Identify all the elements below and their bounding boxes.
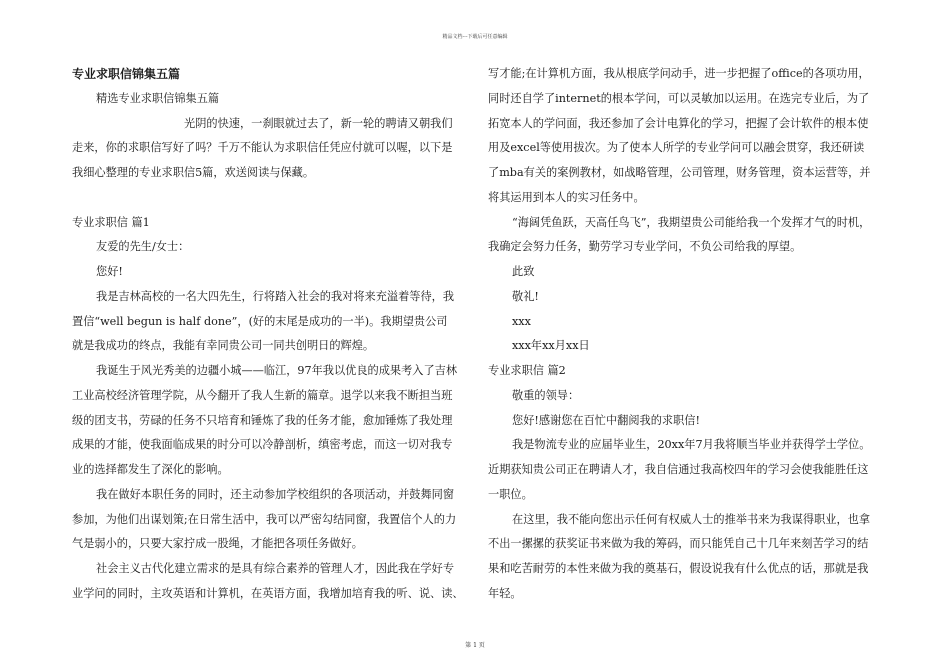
text-line: 置信“well begun is half done”，(好的末尾是成功的一半)。我期望贵公司: [72, 314, 448, 328]
page-header: 精品文档---下载后可任意编辑: [442, 34, 508, 40]
text-line: 我确定会努力任务，勤劳学习专业学问，不负公司给我的厚望。: [488, 240, 802, 254]
text-line: 不出一摞摞的获奖证书来做为我的筹码，而只能凭自己十几年来刻苦学习的结: [488, 537, 869, 551]
text-line: 用及excel等使用拔次。为了使本人所学的专业学问可以融会贯穿，我还研读: [488, 141, 865, 155]
text-line: 友爱的先生/女士：: [96, 240, 190, 254]
text-line: 成果的才能，使我面临成果的时分可以冷静剖析，缜密考虑，而这一切对我专: [72, 438, 453, 452]
text-line: 写才能;在计算机方面，我从根底学问动手，进一步把握了office的各项功用，: [488, 67, 870, 80]
text-line: 参加，为他们出谋划策;在日常生活中，我可以严密勾结同窗，我置信个人的力: [72, 512, 457, 526]
page-number: 第 1 页: [465, 642, 485, 649]
text-line: 同时还自学了internet的根本学问，可以灵敏加以运用。在选完专业后，为了: [488, 91, 870, 105]
text-line: 社会主义古代化建立需求的是具有综合素养的管理人才，因此我在学好专: [96, 562, 455, 575]
text-line: 专业求职信 篇1: [72, 215, 150, 229]
text-line: 在这里，我不能向您出示任何有权威人士的推举书来为我谋得职业，也拿: [512, 512, 871, 526]
text-line: 气是弱小的，只要大家拧成一股绳，才能把各项任务做好。: [72, 537, 363, 551]
text-line: xxx年xx月xx日: [512, 339, 590, 353]
text-line: “海阔凭鱼跃，天高任鸟飞”，我期望贵公司能给我一个发挥才气的时机，: [512, 215, 871, 229]
text-line: 敬礼!: [512, 289, 539, 303]
text-line: 就是我成功的终点，我能有幸同贵公司一同共创明日的辉煌。: [72, 339, 375, 353]
text-line: 了mba有关的案例教材，如战略管理，公司管理，财务管理，资本运营等，并: [488, 166, 871, 179]
text-line: xxx: [512, 314, 531, 328]
text-line: 您好!: [96, 265, 123, 278]
text-line: 我是吉林高校的一名大四先生，行将踏入社会的我对将来充溢着等待，我: [96, 289, 455, 303]
text-line: 业的选择都发生了深化的影响。: [72, 463, 229, 476]
text-line: 年轻。: [488, 586, 522, 600]
text-line: 果和吃苦耐劳的本性来做为我的奠基石，假设说我有什么优点的话，那就是我: [488, 562, 869, 575]
text-line: 拓宽本人的学问面，我还参加了会计电算化的学习，把握了会计软件的根本使: [488, 116, 869, 130]
text-line: 近期获知贵公司正在聘请人才，我自信通过我高校四年的学习会使我能胜任这: [488, 463, 869, 476]
text-line: 此致: [512, 265, 535, 278]
text-line: 光阴的快速，一刹眼就过去了，新一轮的聘请又朝我们: [184, 116, 453, 130]
text-line: 将其运用到本人的实习任务中。: [488, 190, 645, 204]
text-line: 我诞生于风光秀美的边疆小城——临江，97年我以优良的成果考入了吉林: [96, 364, 458, 377]
text-line: 我细心整理的专业求职信5篇，欢送阅读与保藏。: [72, 166, 315, 179]
text-line: 一职位。: [488, 487, 533, 501]
right-column: [488, 62, 886, 607]
blank-line: [72, 186, 464, 211]
text-line: 精选专业求职信锦集五篇: [96, 91, 220, 105]
left-column: [72, 62, 464, 607]
text-line: 敬重的领导：: [512, 388, 580, 402]
text-line: 级的团支书，劳碌的任务不只培育和锤炼了我的任务才能，愈加锤炼了我处理: [72, 413, 453, 427]
text-line: 您好!感谢您在百忙中翻阅我的求职信!: [512, 413, 700, 427]
text-line: 走来，你的求职信写好了吗？千万不能认为求职信任凭应付就可以喔，以下是: [72, 141, 453, 155]
text-line: 业学问的同时，主攻英语和计算机，在英语方面，我增加培育我的听、说、读、: [72, 586, 464, 600]
text-line: 专业求职信 篇2: [488, 364, 566, 377]
text-line: 我在做好本职任务的同时，还主动参加学校组织的各项活动，并鼓舞同窗: [96, 487, 455, 501]
text-line: 工业高校经济管理学院，从今翻开了我人生新的篇章。退学以来我不断担当班: [72, 388, 453, 402]
document-title: 专业求职信锦集五篇: [72, 67, 181, 81]
text-line: 我是物流专业的应届毕业生，20xx年7月我将顺当毕业并获得学士学位。: [512, 438, 871, 452]
